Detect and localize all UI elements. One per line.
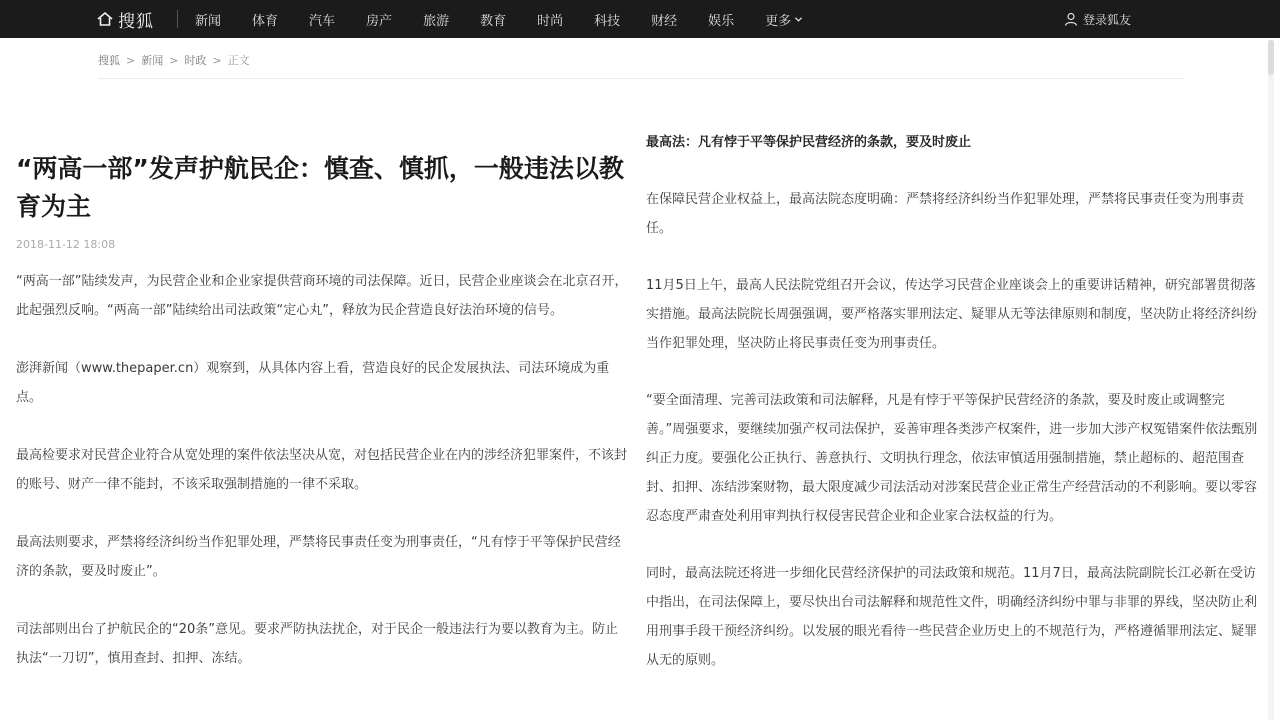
user-icon <box>1064 12 1078 26</box>
breadcrumb-news[interactable]: 新闻 <box>141 54 164 67</box>
breadcrumb-separator: > <box>169 53 179 67</box>
logo-divider <box>177 10 178 28</box>
nav-item-realestate[interactable]: 房产 <box>366 13 393 29</box>
channel-nav <box>195 0 834 38</box>
breadcrumb-politics[interactable]: 时政 <box>184 54 207 67</box>
page-scrollbar-thumb[interactable] <box>1268 40 1274 75</box>
nav-item-tech[interactable]: 科技 <box>594 13 621 29</box>
nav-item-entertainment[interactable]: 娱乐 <box>708 13 735 29</box>
top-nav-bar <box>0 0 1280 38</box>
article-paragraph: 11月5日上午，最高人民法院党组召开会议，传达学习民营企业座谈会上的重要讲话精神，研究部署贯彻落实措施。最高法院院长周强强调，要严格落实罪刑法定、疑罪从无等法律原则和制度，坚决防止将经济纠纷当作犯罪处理，坚决防止将民事责任变为刑事责任。 <box>646 278 1258 351</box>
login-button[interactable] <box>1064 0 1131 38</box>
article-paragraph: 在保障民营企业权益上，最高法院态度明确：严禁将经济纠纷当作犯罪处理，严禁将民事责任变为刑事责任。 <box>646 192 1245 236</box>
article-left-column <box>16 150 628 673</box>
article-subheading: 最高法：凡有悖于平等保护民营经济的条款，要及时废止 <box>646 135 972 150</box>
home-icon <box>96 10 114 28</box>
login-label: 登录狐友 <box>1083 12 1132 27</box>
page-scrollbar-track[interactable] <box>1268 40 1274 720</box>
nav-item-auto[interactable]: 汽车 <box>309 13 336 29</box>
article-paragraph: 同时，最高法院还将进一步细化民营经济保护的司法政策和规范。11月7日，最高法院副院长江必新在受访中指出，在司法保障上，要尽快出台司法解释和规范性文件，明确经济纠纷中罪与非罪的界线，坚决防止利用刑事手段干预经济纠纷。以发展的眼光看待一些民营企业历史上的不规范行为，严格遵循罪刑法定、疑罪从无的原则。 <box>646 566 1258 668</box>
article-paragraph: “要全面清理、完善司法政策和司法解释，凡是有悖于平等保护民营经济的条款，要及时废止或调整完善。”周强要求，要继续加强产权司法保护，妥善审理各类涉产权案件，进一步加大涉产权冤错案件依法甄别纠正力度。要强化公正执行、善意执行、文明执行理念，依法审慎适用强制措施，禁止超标的、超范围查封、扣押、冻结涉案财物，最大限度减少司法活动对涉案民营企业正常生产经营活动的不利影响。要以零容忍态度严肃查处利用审判执行权侵害民营企业和企业家合法权益的行为。 <box>646 393 1258 524</box>
nav-item-sports[interactable]: 体育 <box>252 13 279 29</box>
breadcrumb-home[interactable]: 搜狐 <box>98 54 120 67</box>
nav-item-fashion[interactable]: 时尚 <box>537 13 564 29</box>
article-paragraph: 司法部则出台了护航民企的“20条”意见。要求严防执法扰企，对于民企一般违法行为要以教育为主。防止执法“一刀切”，慎用查封、扣押、冻结。 <box>16 622 619 666</box>
breadcrumb-divider <box>98 78 1183 79</box>
article-paragraph: 最高法则要求，严禁将经济纠纷当作犯罪处理，严禁将民事责任变为刑事责任，“凡有悖于平等保护民营经济的条款，要及时废止”。 <box>16 535 621 579</box>
article-title: “两高一部”发声护航民企：慎查、慎抓，一般违法以教育为主 <box>16 154 624 221</box>
breadcrumb <box>98 52 250 68</box>
article-paragraph: 最高检要求对民营企业符合从宽处理的案件依法坚决从宽，对包括民营企业在内的涉经济犯罪案件，不该封的账号、财产一律不能封，不该采取强制措施的一律不采取。 <box>16 448 628 492</box>
article-paragraph: “两高一部”陆续发声，为民营企业和企业家提供营商环境的司法保障。近日，民营企业座谈会在北京召开，此起强烈反响。“两高一部”陆续给出司法政策“定心丸”，释放为民企营造良好法治环境的信号。 <box>16 274 628 318</box>
article-right-column <box>646 128 1258 675</box>
nav-more-label: 更多 <box>765 13 792 29</box>
nav-item-more[interactable] <box>765 10 803 29</box>
logo-text: 搜狐 <box>118 11 154 32</box>
breadcrumb-current: 正文 <box>227 54 250 67</box>
nav-item-news[interactable]: 新闻 <box>195 13 222 29</box>
nav-item-travel[interactable]: 旅游 <box>423 13 450 29</box>
article-paragraph: 澎湃新闻（www.thepaper.cn）观察到，从具体内容上看，营造良好的民企发展执法、司法环境成为重点。 <box>16 361 610 405</box>
sohu-logo[interactable] <box>96 8 154 30</box>
breadcrumb-separator: > <box>126 53 136 67</box>
nav-item-finance[interactable]: 财经 <box>651 13 678 29</box>
nav-item-education[interactable]: 教育 <box>480 13 507 29</box>
breadcrumb-separator: > <box>212 53 222 67</box>
chevron-down-icon <box>794 15 803 24</box>
article-date: 2018-11-12 18:08 <box>16 238 116 251</box>
